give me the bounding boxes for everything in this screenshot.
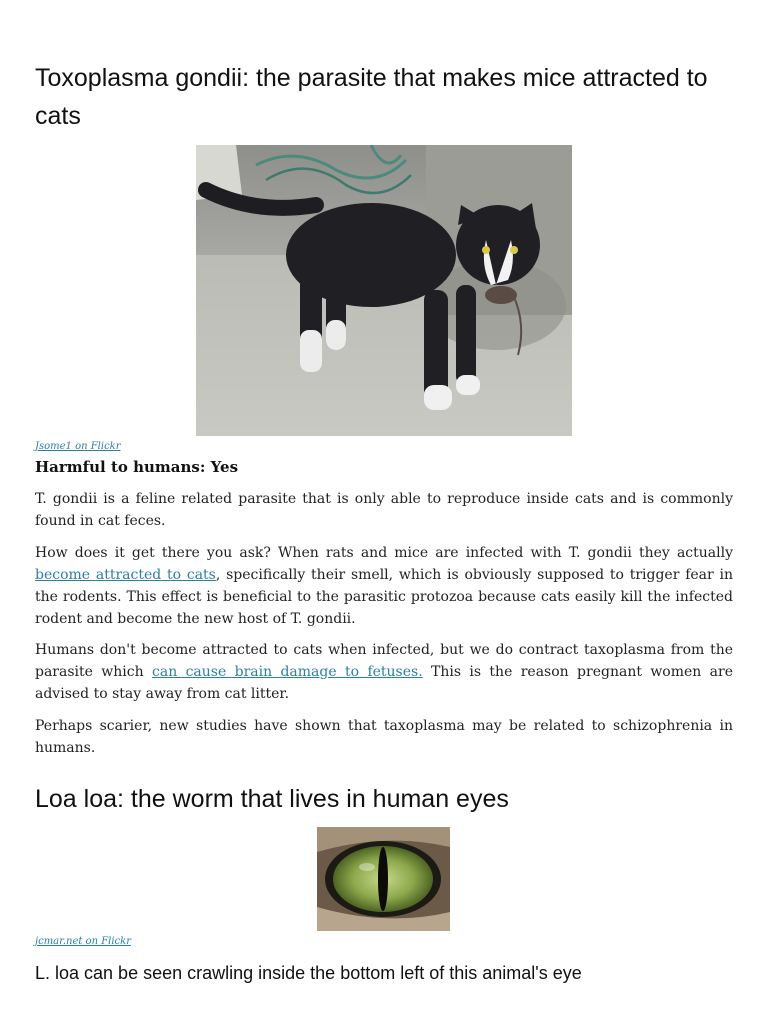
animal-eye-image bbox=[317, 827, 450, 931]
paragraph-3-text-a: Humans don't become attracted to cats when infected, but we do contract taxoplasma from the parasite which bbox=[35, 642, 733, 680]
eye-caption: L. loa can be seen crawling inside the bottom left of this animal's eye bbox=[35, 963, 582, 983]
paragraph-4: Perhaps scarier, new studies have shown that taxoplasma may be related to schizophrenia in humans. bbox=[35, 718, 733, 756]
paragraph-2 bbox=[35, 542, 733, 630]
link-brain-damage[interactable]: can cause brain damage to fetuses. bbox=[152, 664, 423, 680]
paragraph-2-text-a: How does it get there you ask? When rats and mice are infected with T. gondii they actually bbox=[35, 545, 733, 561]
paragraph-3-text-b: This is the reason pregnant women are advised to stay away from cat litter. bbox=[35, 664, 734, 702]
harmful-value: Yes bbox=[210, 458, 239, 476]
harmful-to-humans: Harmful to humans: Yes bbox=[35, 458, 239, 476]
link-become-attracted[interactable]: become attracted to cats bbox=[35, 567, 216, 583]
section-title-toxoplasma: Toxoplasma gondii: the parasite that makes mice attracted to cats bbox=[35, 64, 708, 130]
harmful-label: Harmful to humans bbox=[35, 458, 200, 476]
photo-credit-cat[interactable]: Jsome1 on Flickr bbox=[35, 441, 121, 452]
paragraph-3 bbox=[35, 639, 733, 705]
cat-with-mouse-image bbox=[196, 145, 572, 436]
paragraph-1: T. gondii is a feline related parasite that is only able to reproduce inside cats and is commonly found in cat feces. bbox=[35, 491, 733, 529]
section-title-loa-loa: Loa loa: the worm that lives in human eyes bbox=[35, 785, 509, 813]
photo-credit-eye[interactable]: jcmar.net on Flickr bbox=[35, 936, 131, 947]
paragraph-2-text-b: , specifically their smell, which is obviously supposed to trigger fear in the rodents. This effect is beneficial to the parasitic protozoa because cats easily kill the infected rodent and become the new host of T. gondii. bbox=[35, 567, 733, 627]
